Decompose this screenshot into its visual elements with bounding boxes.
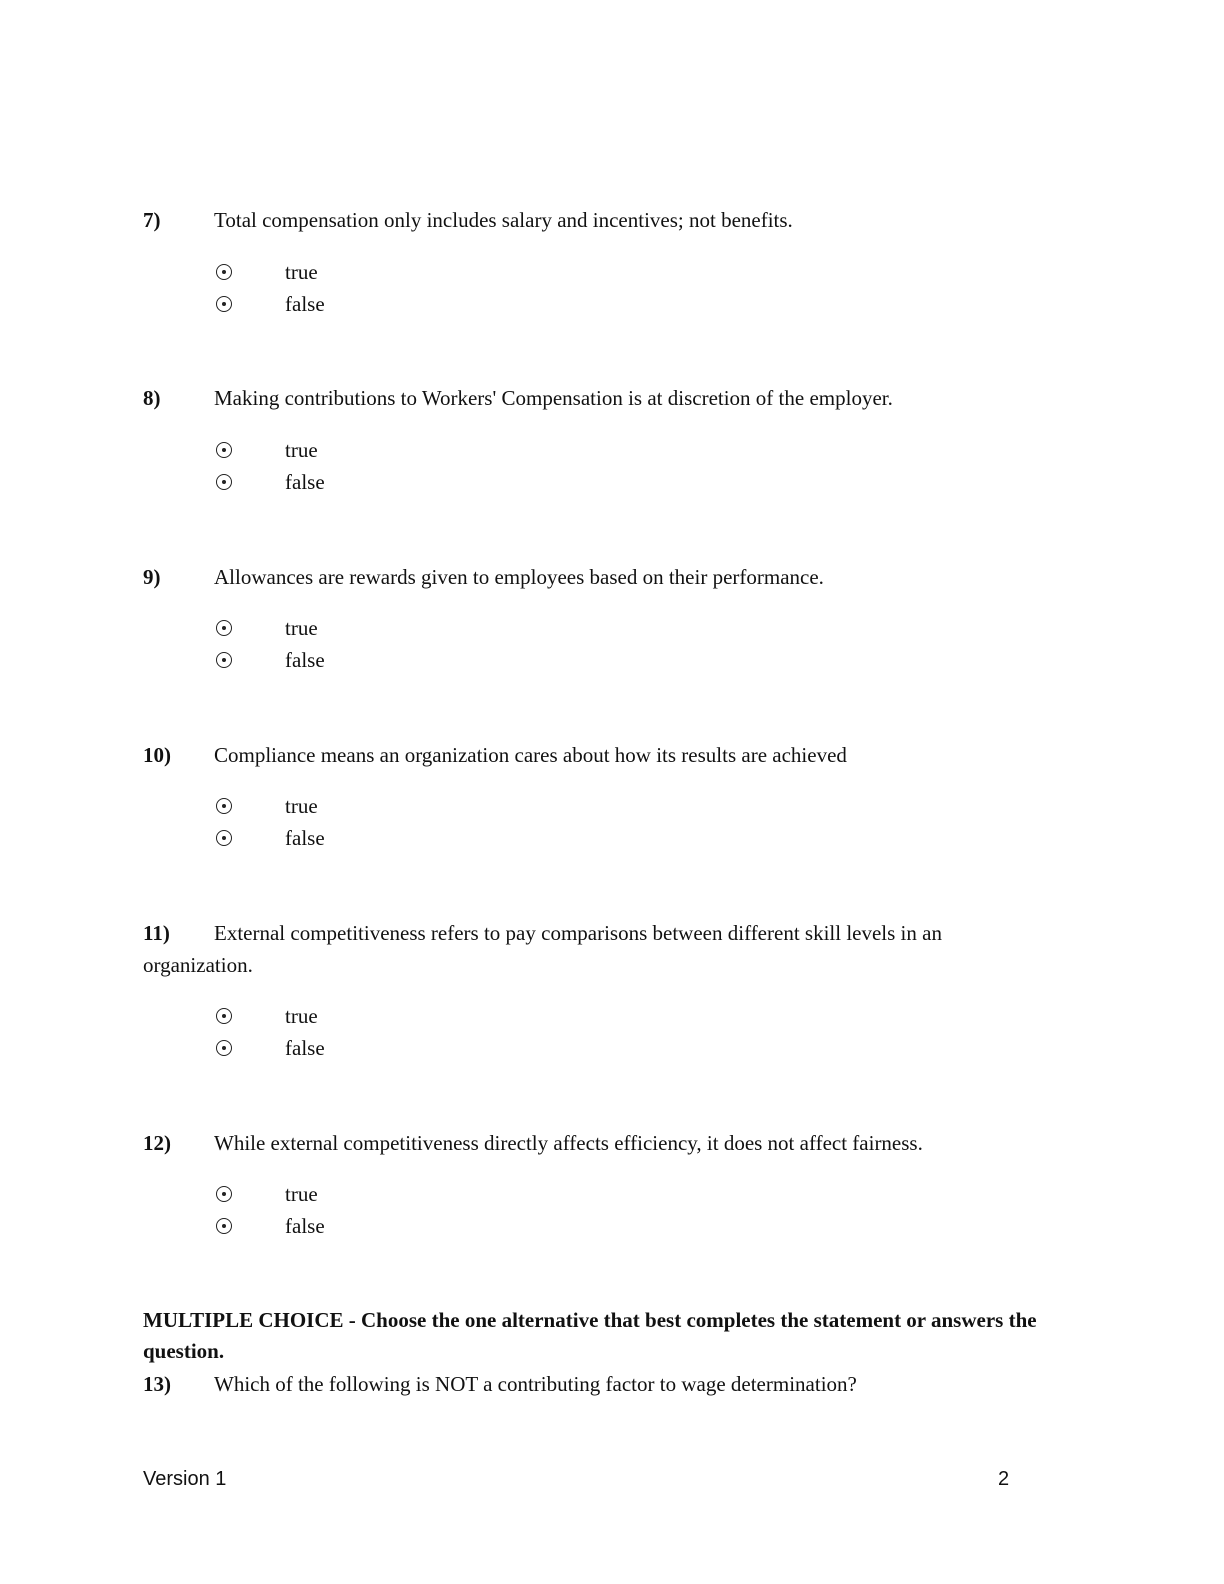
option-true[interactable] [216, 790, 318, 822]
option-label: false [285, 292, 325, 316]
option-false[interactable] [216, 1032, 325, 1064]
question-text: Total compensation only includes salary and incentives; not benefits. [214, 208, 793, 232]
radio-button-icon[interactable] [216, 652, 232, 668]
option-true[interactable] [216, 1178, 318, 1210]
option-label: true [285, 794, 318, 818]
option-label: false [285, 470, 325, 494]
question-text: External competitiveness refers to pay comparisons between different skill levels in an organization. [143, 921, 942, 977]
option-label: true [285, 1004, 318, 1028]
footer-version: Version 1 [143, 1468, 227, 1490]
option-false[interactable] [216, 822, 325, 854]
radio-button-icon[interactable] [216, 620, 232, 636]
option-label: false [285, 826, 325, 850]
page-number: 2 [998, 1468, 1010, 1490]
option-label: false [285, 1214, 325, 1238]
option-label: true [285, 260, 318, 284]
question-text: Which of the following is NOT a contributing factor to wage determination? [214, 1372, 857, 1396]
radio-button-icon[interactable] [216, 798, 232, 814]
question-number: 12) [143, 1131, 171, 1155]
question-text: While external competitiveness directly affects efficiency, it does not affect fairness. [214, 1131, 923, 1155]
radio-button-icon[interactable] [216, 442, 232, 458]
option-false[interactable] [216, 644, 325, 676]
radio-button-icon[interactable] [216, 1008, 232, 1024]
question-number: 7) [143, 208, 161, 232]
option-true[interactable] [216, 256, 318, 288]
question-number: 9) [143, 565, 161, 589]
question-block [143, 917, 1043, 981]
radio-button-icon[interactable] [216, 264, 232, 280]
radio-button-icon[interactable] [216, 1218, 232, 1234]
question-text: Compliance means an organization cares about how its results are achieved [214, 743, 847, 767]
radio-button-icon[interactable] [216, 1186, 232, 1202]
option-label: false [285, 1036, 325, 1060]
option-true[interactable] [216, 434, 318, 466]
option-false[interactable] [216, 288, 325, 320]
option-true[interactable] [216, 1000, 318, 1032]
question-text: Allowances are rewards given to employees based on their performance. [214, 565, 824, 589]
radio-button-icon[interactable] [216, 474, 232, 490]
question-text: Making contributions to Workers' Compensation is at discretion of the employer. [214, 386, 893, 410]
option-label: true [285, 438, 318, 462]
option-label: true [285, 616, 318, 640]
option-false[interactable] [216, 1210, 325, 1242]
question-number: 8) [143, 386, 161, 410]
question-number: 10) [143, 743, 171, 767]
question-number: 11) [143, 921, 170, 945]
radio-button-icon[interactable] [216, 1040, 232, 1056]
option-false[interactable] [216, 466, 325, 498]
question-number: 13) [143, 1372, 171, 1396]
radio-button-icon[interactable] [216, 296, 232, 312]
option-true[interactable] [216, 612, 318, 644]
option-label: true [285, 1182, 318, 1206]
radio-button-icon[interactable] [216, 830, 232, 846]
section-heading: MULTIPLE CHOICE - Choose the one alternative that best completes the statement or answers the question. [143, 1308, 1037, 1363]
option-label: false [285, 648, 325, 672]
